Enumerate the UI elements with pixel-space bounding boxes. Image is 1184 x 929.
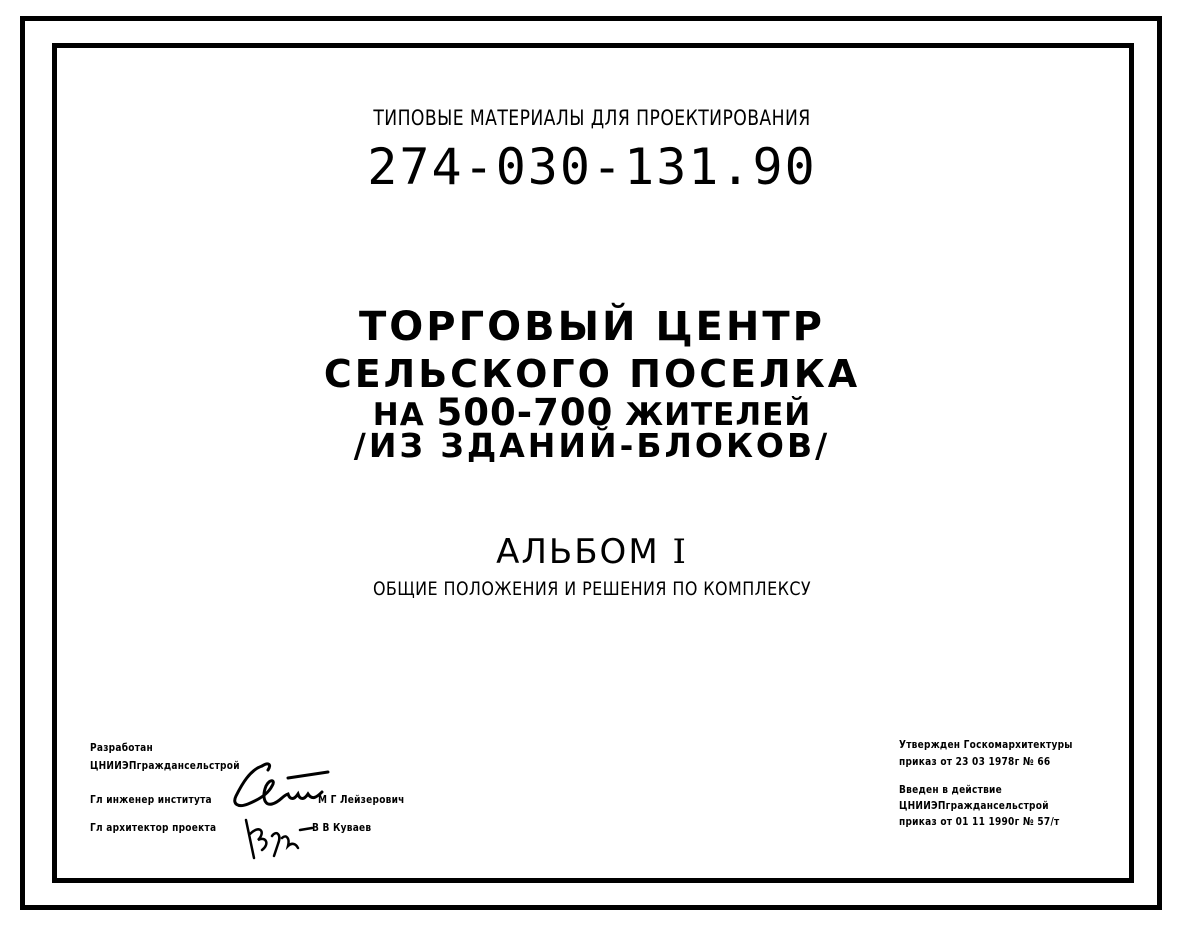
signature-chief-architect — [236, 800, 326, 864]
title-line-3-prefix: НА — [372, 397, 425, 433]
title-line-2: СЕЛЬСКОГО ПОСЕЛКА — [323, 352, 861, 396]
title-line-1: ТОРГОВЫЙ ЦЕНТР — [359, 304, 825, 350]
title-line-4: /ИЗ ЗДАНИЙ-БЛОКОВ/ — [353, 426, 831, 465]
album-number: I — [672, 532, 688, 572]
approved-line-2: приказ от 23 03 1978г № 66 — [899, 755, 1051, 768]
title-line-3-number: 500-700 — [436, 391, 614, 434]
album-heading — [0, 532, 1184, 572]
approved-line-1: Утвержден Госкомархитектуры — [899, 738, 1073, 751]
approved-line-3: Введен в действие — [899, 783, 1002, 796]
album-label: АЛЬБОМ — [496, 532, 660, 572]
approved-line-5: приказ от 01 11 1990г № 57/т — [899, 815, 1060, 828]
album-subtitle: ОБЩИЕ ПОЛОЖЕНИЯ И РЕШЕНИЯ ПО КОМПЛЕКСУ — [372, 578, 812, 600]
series-code: 274-030-131.90 — [367, 138, 817, 196]
developed-label: Разработан — [90, 741, 153, 754]
chief-architect-role: Гл архитектор проекта — [90, 821, 217, 834]
series-label: ТИПОВЫЕ МАТЕРИАЛЫ ДЛЯ ПРОЕКТИРОВАНИЯ — [373, 106, 811, 130]
approved-line-4: ЦНИИЭПграждансельстрой — [899, 799, 1049, 812]
title-line-3-suffix: ЖИТЕЛЕЙ — [625, 397, 812, 433]
chief-engineer-role: Гл инженер института — [90, 793, 212, 806]
chief-architect-name: В В Куваев — [312, 821, 372, 834]
chief-engineer-name: М Г Лейзерович — [318, 793, 405, 806]
developer-org: ЦНИИЭПграждансельстрой — [90, 759, 240, 772]
